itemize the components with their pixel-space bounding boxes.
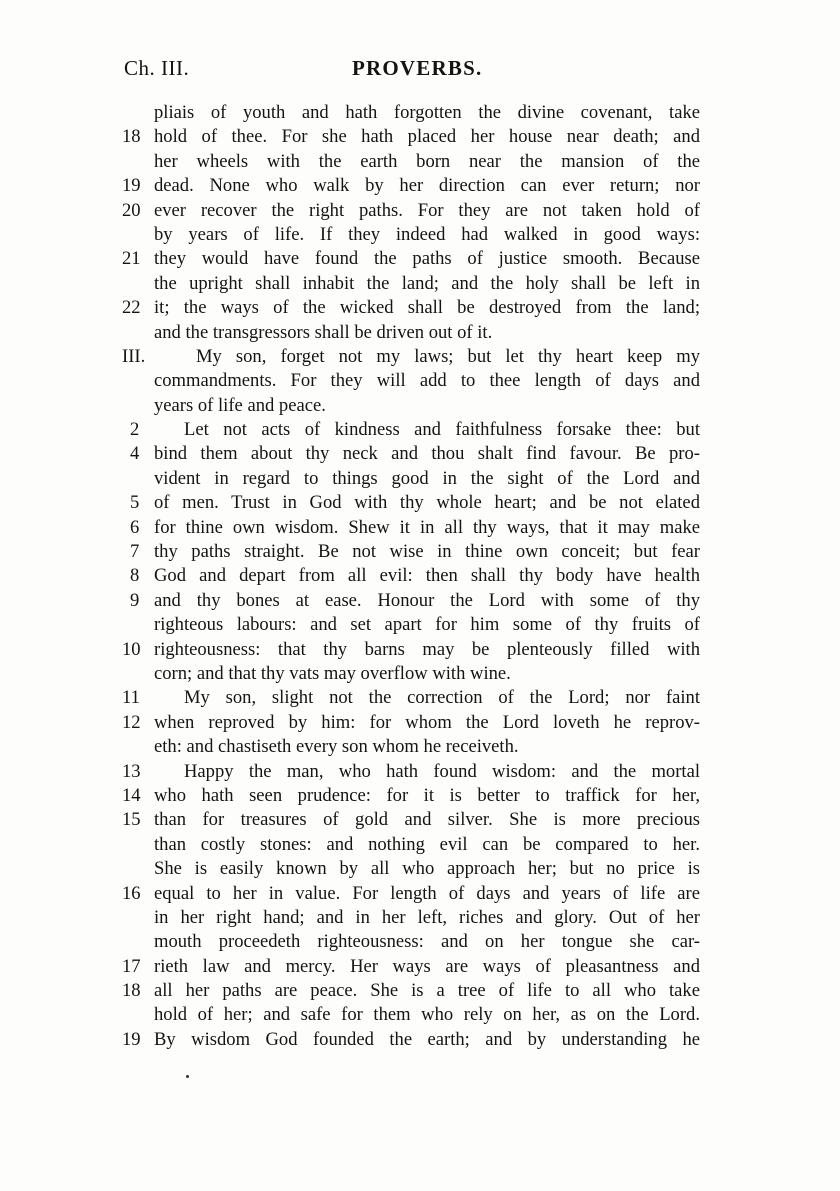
verse-number: 21 [122, 248, 141, 270]
text-line [122, 662, 700, 686]
verse-number: 6 [130, 516, 140, 538]
verse-number: III. [122, 345, 146, 367]
line-text: than costly stones: and nothing evil can be compared to her. [154, 833, 700, 855]
text-line [122, 516, 700, 540]
verse-number: 9 [130, 589, 140, 611]
line-text: hold of thee. For she hath placed her house near death; and [154, 126, 700, 148]
line-text: commandments. For they will add to thee length of days and [154, 370, 700, 392]
text-line [122, 564, 700, 588]
line-text: years of life and peace. [154, 394, 326, 416]
text-line [122, 735, 700, 759]
text-line [122, 247, 700, 271]
line-text: She is easily known by all who approach her; but no price is [154, 858, 700, 880]
text-line [122, 394, 700, 418]
line-text: righteousness: that thy barns may be plenteously filled with [154, 638, 700, 660]
text-line [122, 223, 700, 247]
verse-number: 7 [130, 541, 140, 563]
verse-number: 17 [122, 955, 141, 977]
text-line [122, 540, 700, 564]
line-text: all her paths are peace. She is a tree of life to all who take [154, 980, 700, 1002]
verse-number: 12 [122, 711, 141, 733]
verse-number: 18 [122, 980, 141, 1002]
text-line [122, 199, 700, 223]
line-text: ever recover the right paths. For they are not taken hold of [154, 199, 700, 221]
text-line [122, 930, 700, 954]
line-text: corn; and that thy vats may overflow with wine. [154, 662, 511, 684]
line-text: dead. None who walk by her direction can ever return; nor [154, 175, 700, 197]
verse-number: 11 [122, 687, 140, 709]
verse-number: 10 [122, 638, 141, 660]
verse-number: 4 [130, 443, 140, 465]
line-text: Happy the man, who hath found wisdom: and the mortal [184, 760, 700, 782]
text-line [122, 882, 700, 906]
verse-number: 18 [122, 126, 141, 148]
text-line [122, 467, 700, 491]
text-line [122, 369, 700, 393]
line-text: Let not acts of kindness and faithfulness forsake thee: but [184, 419, 700, 441]
line-text: eth: and chastiseth every son whom he receiveth. [154, 736, 519, 758]
text-line [122, 1028, 700, 1052]
text-line [122, 125, 700, 149]
text-line [122, 686, 700, 710]
text-line [122, 150, 700, 174]
line-text: by years of life. If they indeed had walked in good ways: [154, 223, 700, 245]
line-text: of men. Trust in God with thy whole heart; and be not elated [154, 492, 700, 514]
text-line [122, 979, 700, 1003]
line-text: thy paths straight. Be not wise in thine own conceit; but fear [154, 541, 700, 563]
line-text: in her right hand; and in her left, riches and glory. Out of her [154, 906, 700, 928]
verse-number: 2 [130, 419, 140, 441]
line-text: God and depart from all evil: then shall thy body have health [154, 565, 700, 587]
line-text: bind them about thy neck and thou shalt find favour. Be pro- [154, 443, 700, 465]
book-title: PROVERBS. [352, 56, 483, 80]
line-text: they would have found the paths of justice smooth. Because [154, 248, 700, 270]
verse-number: 19 [122, 1028, 141, 1050]
text-line [122, 906, 700, 930]
line-text: the upright shall inhabit the land; and the holy shall be left in [154, 272, 700, 294]
line-text: for thine own wisdom. Shew it in all thy ways, that it may make [154, 516, 700, 538]
text-line [122, 345, 700, 369]
text-line [122, 711, 700, 735]
text-line [122, 418, 700, 442]
line-text: My son, slight not the correction of the Lord; nor faint [184, 687, 700, 709]
text-line [122, 857, 700, 881]
text-line [122, 784, 700, 808]
text-line [122, 589, 700, 613]
text-line [122, 638, 700, 662]
verse-number: 20 [122, 199, 141, 221]
text-line [122, 955, 700, 979]
text-line [122, 613, 700, 637]
text-line [122, 296, 700, 320]
line-text: it; the ways of the wicked shall be destroyed from the land; [154, 297, 700, 319]
text-line [122, 442, 700, 466]
verse-number: 19 [122, 175, 141, 197]
line-text: equal to her in value. For length of days and years of life are [154, 882, 700, 904]
line-text: righteous labours: and set apart for him some of thy fruits of [154, 614, 700, 636]
text-line [122, 491, 700, 515]
line-text: her wheels with the earth born near the mansion of the [154, 150, 700, 172]
text-line [122, 174, 700, 198]
line-text: My son, forget not my laws; but let thy heart keep my [196, 345, 700, 367]
line-text: when reproved by him: for whom the Lord loveth he reprov- [154, 711, 700, 733]
verse-number: 5 [130, 492, 140, 514]
line-text: who hath seen prudence: for it is better to traffick for her, [154, 784, 700, 806]
line-text: than for treasures of gold and silver. She is more precious [154, 809, 700, 831]
text-line [122, 833, 700, 857]
verse-number: 13 [122, 760, 141, 782]
line-text: vident in regard to things good in the sight of the Lord and [154, 467, 700, 489]
line-text: rieth law and mercy. Her ways are ways of pleasantness and [154, 955, 700, 977]
chapter-label: Ch. III. [124, 56, 190, 80]
text-line [122, 101, 700, 125]
text-line [122, 808, 700, 832]
line-text: and the transgressors shall be driven out of it. [154, 321, 493, 343]
line-text: pliais of youth and hath forgotten the divine covenant, take [154, 102, 700, 123]
line-text: and thy bones at ease. Honour the Lord with some of thy [154, 589, 700, 611]
verse-number: 16 [122, 882, 141, 904]
text-line [122, 272, 700, 296]
verse-number: 14 [122, 784, 141, 806]
print-mark [186, 1075, 189, 1078]
verse-number: 22 [122, 297, 141, 319]
line-text: hold of her; and safe for them who rely on her, as on the Lord. [154, 1004, 700, 1026]
text-line [122, 1003, 700, 1027]
running-header [124, 56, 684, 84]
text-line [122, 321, 700, 345]
text-block [122, 101, 700, 1052]
line-text: By wisdom God founded the earth; and by understanding he [154, 1028, 700, 1050]
line-text: mouth proceedeth righteousness: and on her tongue she car- [154, 931, 700, 953]
verse-number: 15 [122, 809, 141, 831]
verse-number: 8 [130, 565, 140, 587]
text-line [122, 760, 700, 784]
